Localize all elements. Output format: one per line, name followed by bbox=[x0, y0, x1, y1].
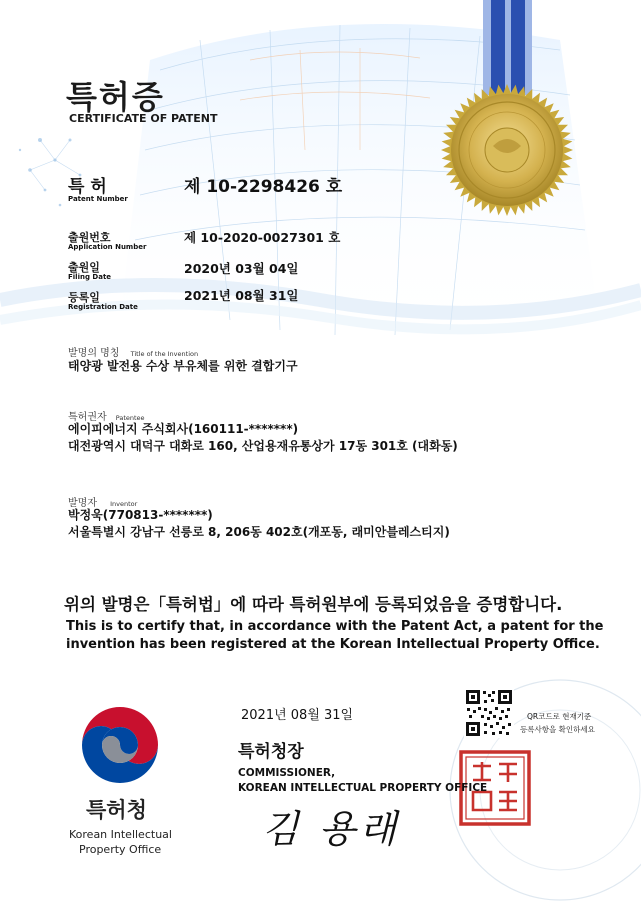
office-name: 특허청 bbox=[86, 798, 147, 822]
invention-label: 발명의 명칭 bbox=[68, 348, 120, 359]
qr-caption-1: QR코드로 현재기준 bbox=[527, 712, 592, 721]
application-number-value: 제 10-2020-0027301 호 bbox=[184, 230, 341, 245]
certification-statement-ko: 위의 발명은「특허법」에 따라 특허원부에 등록되었음을 증명합니다. bbox=[64, 595, 563, 614]
patentee-label: 특허권자 bbox=[68, 412, 107, 423]
kipo-taegeuk-logo bbox=[82, 707, 158, 783]
patent-number-label: 특 허 bbox=[68, 177, 107, 197]
registration-date-value: 2021년 08월 31일 bbox=[184, 288, 299, 303]
commissioner-title-en-2: KOREAN INTELLECTUAL PROPERTY OFFICE bbox=[238, 782, 488, 794]
patentee-address: 대전광역시 대덕구 대화로 160, 산업용재유통상가 17동 301호 (대화동) bbox=[68, 439, 458, 453]
patent-number-label-en: Patent Number bbox=[68, 195, 128, 203]
qr-code[interactable] bbox=[464, 688, 514, 738]
filing-date-value: 2020년 03월 04일 bbox=[184, 261, 299, 276]
filing-date-label: 출원일 bbox=[68, 261, 100, 274]
inventor-label: 발명자 bbox=[68, 498, 97, 509]
commissioner-signature: 김 용래 bbox=[262, 807, 401, 851]
office-name-en-2: Property Office bbox=[79, 843, 162, 856]
application-number-label-en: Application Number bbox=[68, 243, 147, 251]
inventor-label-en: Inventor bbox=[110, 500, 138, 508]
invention-title: 태양광 발전용 수상 부유체를 위한 결합기구 bbox=[68, 359, 298, 373]
certificate-title-en: CERTIFICATE OF PATENT bbox=[69, 112, 218, 125]
qr-caption-2: 등록사항을 확인하세요 bbox=[520, 725, 595, 734]
patent-number-value: 제 10-2298426 호 bbox=[184, 177, 343, 197]
commissioner-title: 특허청장 bbox=[238, 742, 304, 762]
ribbon bbox=[483, 0, 532, 95]
office-name-en-1: Korean Intellectual bbox=[69, 828, 172, 841]
certification-statement-en-2: invention has been registered at the Korean Intellectual Property Office. bbox=[66, 637, 600, 652]
inventor-name: 박정욱(770813-*******) bbox=[68, 508, 213, 522]
patentee-label-en: Patentee bbox=[115, 414, 145, 422]
application-number-label: 출원번호 bbox=[68, 231, 111, 244]
patentee-name: 에이피에너지 주식회사(160111-*******) bbox=[68, 422, 299, 436]
gold-seal bbox=[441, 84, 573, 216]
certificate-title: 특허증 bbox=[66, 78, 165, 116]
certification-statement-en-1: This is to certify that, in accordance with the Patent Act, a patent for the bbox=[66, 619, 604, 634]
registration-date-label-en: Registration Date bbox=[68, 303, 138, 311]
commissioner-title-en-1: COMMISSIONER, bbox=[238, 767, 336, 779]
registration-date-label: 등록일 bbox=[68, 291, 100, 304]
invention-label-en: Title of the Invention bbox=[130, 350, 199, 358]
filing-date-label-en: Filing Date bbox=[68, 273, 112, 281]
inventor-address: 서울특별시 강남구 선릉로 8, 206동 402호(개포동, 래미안블레스티지) bbox=[68, 525, 450, 539]
issue-date: 2021년 08월 31일 bbox=[241, 708, 354, 723]
